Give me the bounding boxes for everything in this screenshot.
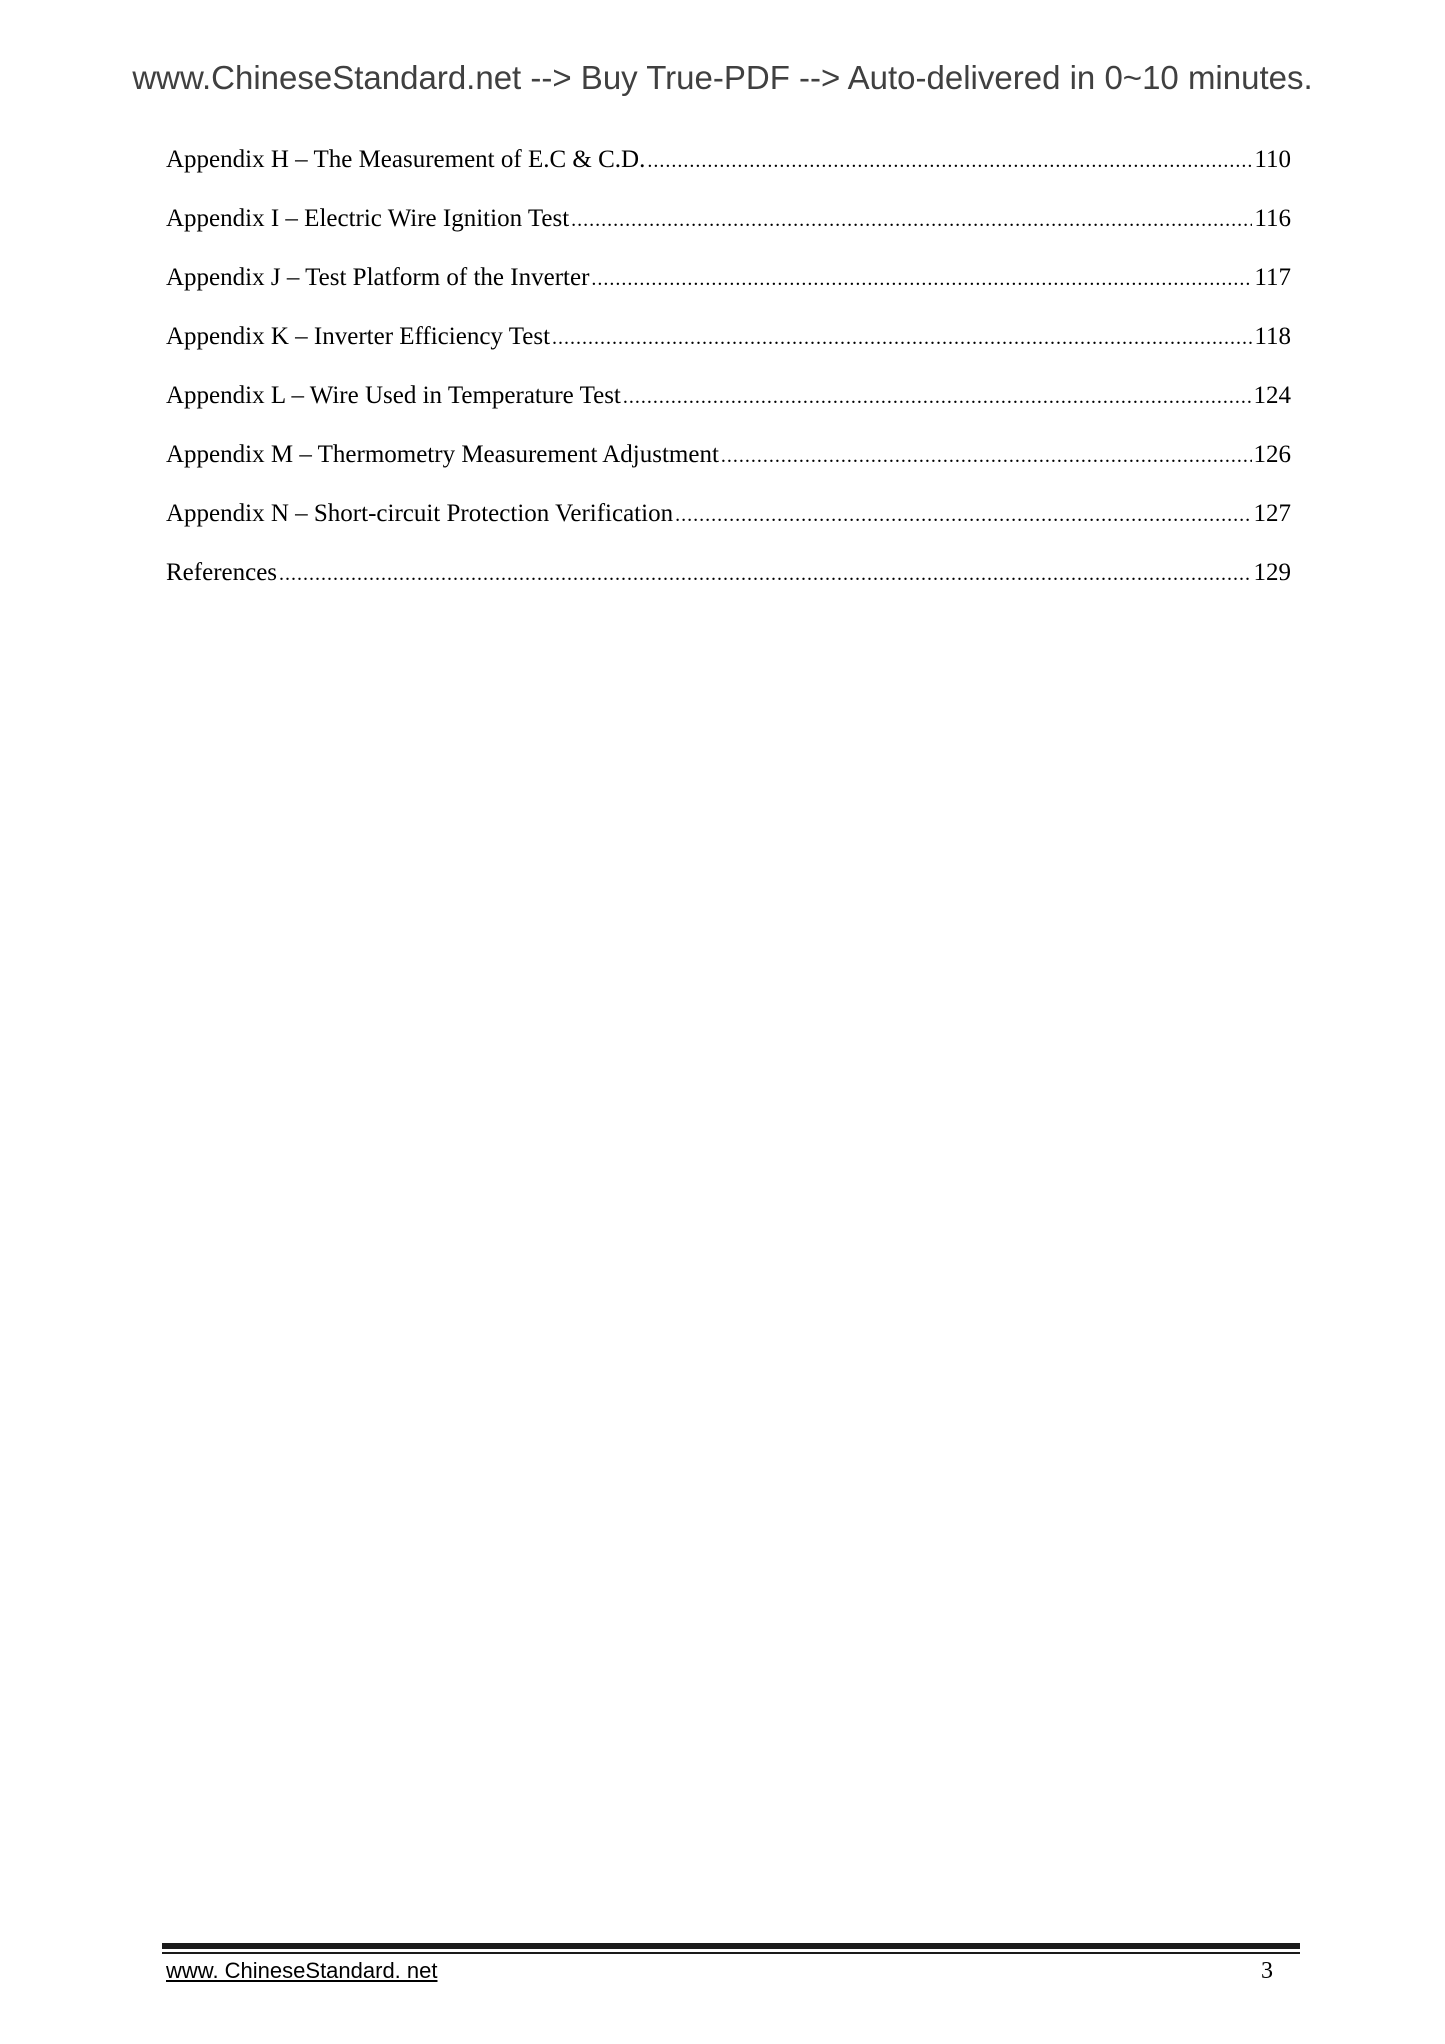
- toc-entry-appendix-n[interactable]: [166, 500, 1291, 559]
- toc-entry-title: Appendix K – Inverter Efficiency Test: [166, 323, 551, 350]
- toc-dot-leader: [623, 386, 1252, 409]
- toc-entry-page: 117: [1254, 264, 1291, 291]
- toc-entry-page: 126: [1253, 441, 1291, 468]
- toc-dot-leader: [571, 209, 1252, 232]
- toc-entry-appendix-m[interactable]: [166, 441, 1291, 500]
- toc-entry-appendix-k[interactable]: [166, 323, 1291, 382]
- table-of-contents: [166, 146, 1291, 618]
- toc-entry-appendix-l[interactable]: [166, 382, 1291, 441]
- footer-divider-thin: [162, 1952, 1300, 1954]
- toc-entry-page: 129: [1253, 559, 1291, 586]
- toc-dot-leader: [279, 563, 1251, 586]
- footer-divider: [162, 1943, 1300, 1949]
- toc-dot-leader: [647, 150, 1252, 173]
- toc-entry-title: Appendix H – The Measurement of E.C & C.D.: [166, 146, 646, 173]
- toc-entry-appendix-i[interactable]: [166, 205, 1291, 264]
- toc-entry-title: Appendix N – Short-circuit Protection Verification: [166, 500, 674, 527]
- toc-entry-references[interactable]: [166, 559, 1291, 618]
- toc-entry-title: References: [166, 559, 278, 586]
- toc-dot-leader: [675, 504, 1251, 527]
- toc-entry-title: Appendix J – Test Platform of the Inverter: [166, 264, 590, 291]
- toc-entry-page: 118: [1254, 323, 1291, 350]
- toc-entry-page: 124: [1253, 382, 1291, 409]
- toc-entry-appendix-j[interactable]: [166, 264, 1291, 323]
- toc-entry-page: 110: [1254, 146, 1291, 173]
- toc-dot-leader: [552, 327, 1252, 350]
- toc-dot-leader: [721, 445, 1252, 468]
- toc-entry-title: Appendix L – Wire Used in Temperature Test: [166, 382, 621, 409]
- toc-entry-title: Appendix M – Thermometry Measurement Adjustment: [166, 441, 719, 468]
- footer-site-link[interactable]: www. ChineseStandard. net: [166, 1958, 438, 1983]
- header-banner: www.ChineseStandard.net --> Buy True-PDF --> Auto-delivered in 0~10 minutes.: [132, 59, 1313, 96]
- toc-entry-title: Appendix I – Electric Wire Ignition Test: [166, 205, 570, 232]
- toc-entry-page: 116: [1254, 205, 1291, 232]
- toc-entry-page: 127: [1253, 500, 1291, 527]
- toc-dot-leader: [591, 268, 1252, 291]
- page-number: 3: [1261, 1958, 1273, 1984]
- toc-entry-appendix-h[interactable]: [166, 146, 1291, 205]
